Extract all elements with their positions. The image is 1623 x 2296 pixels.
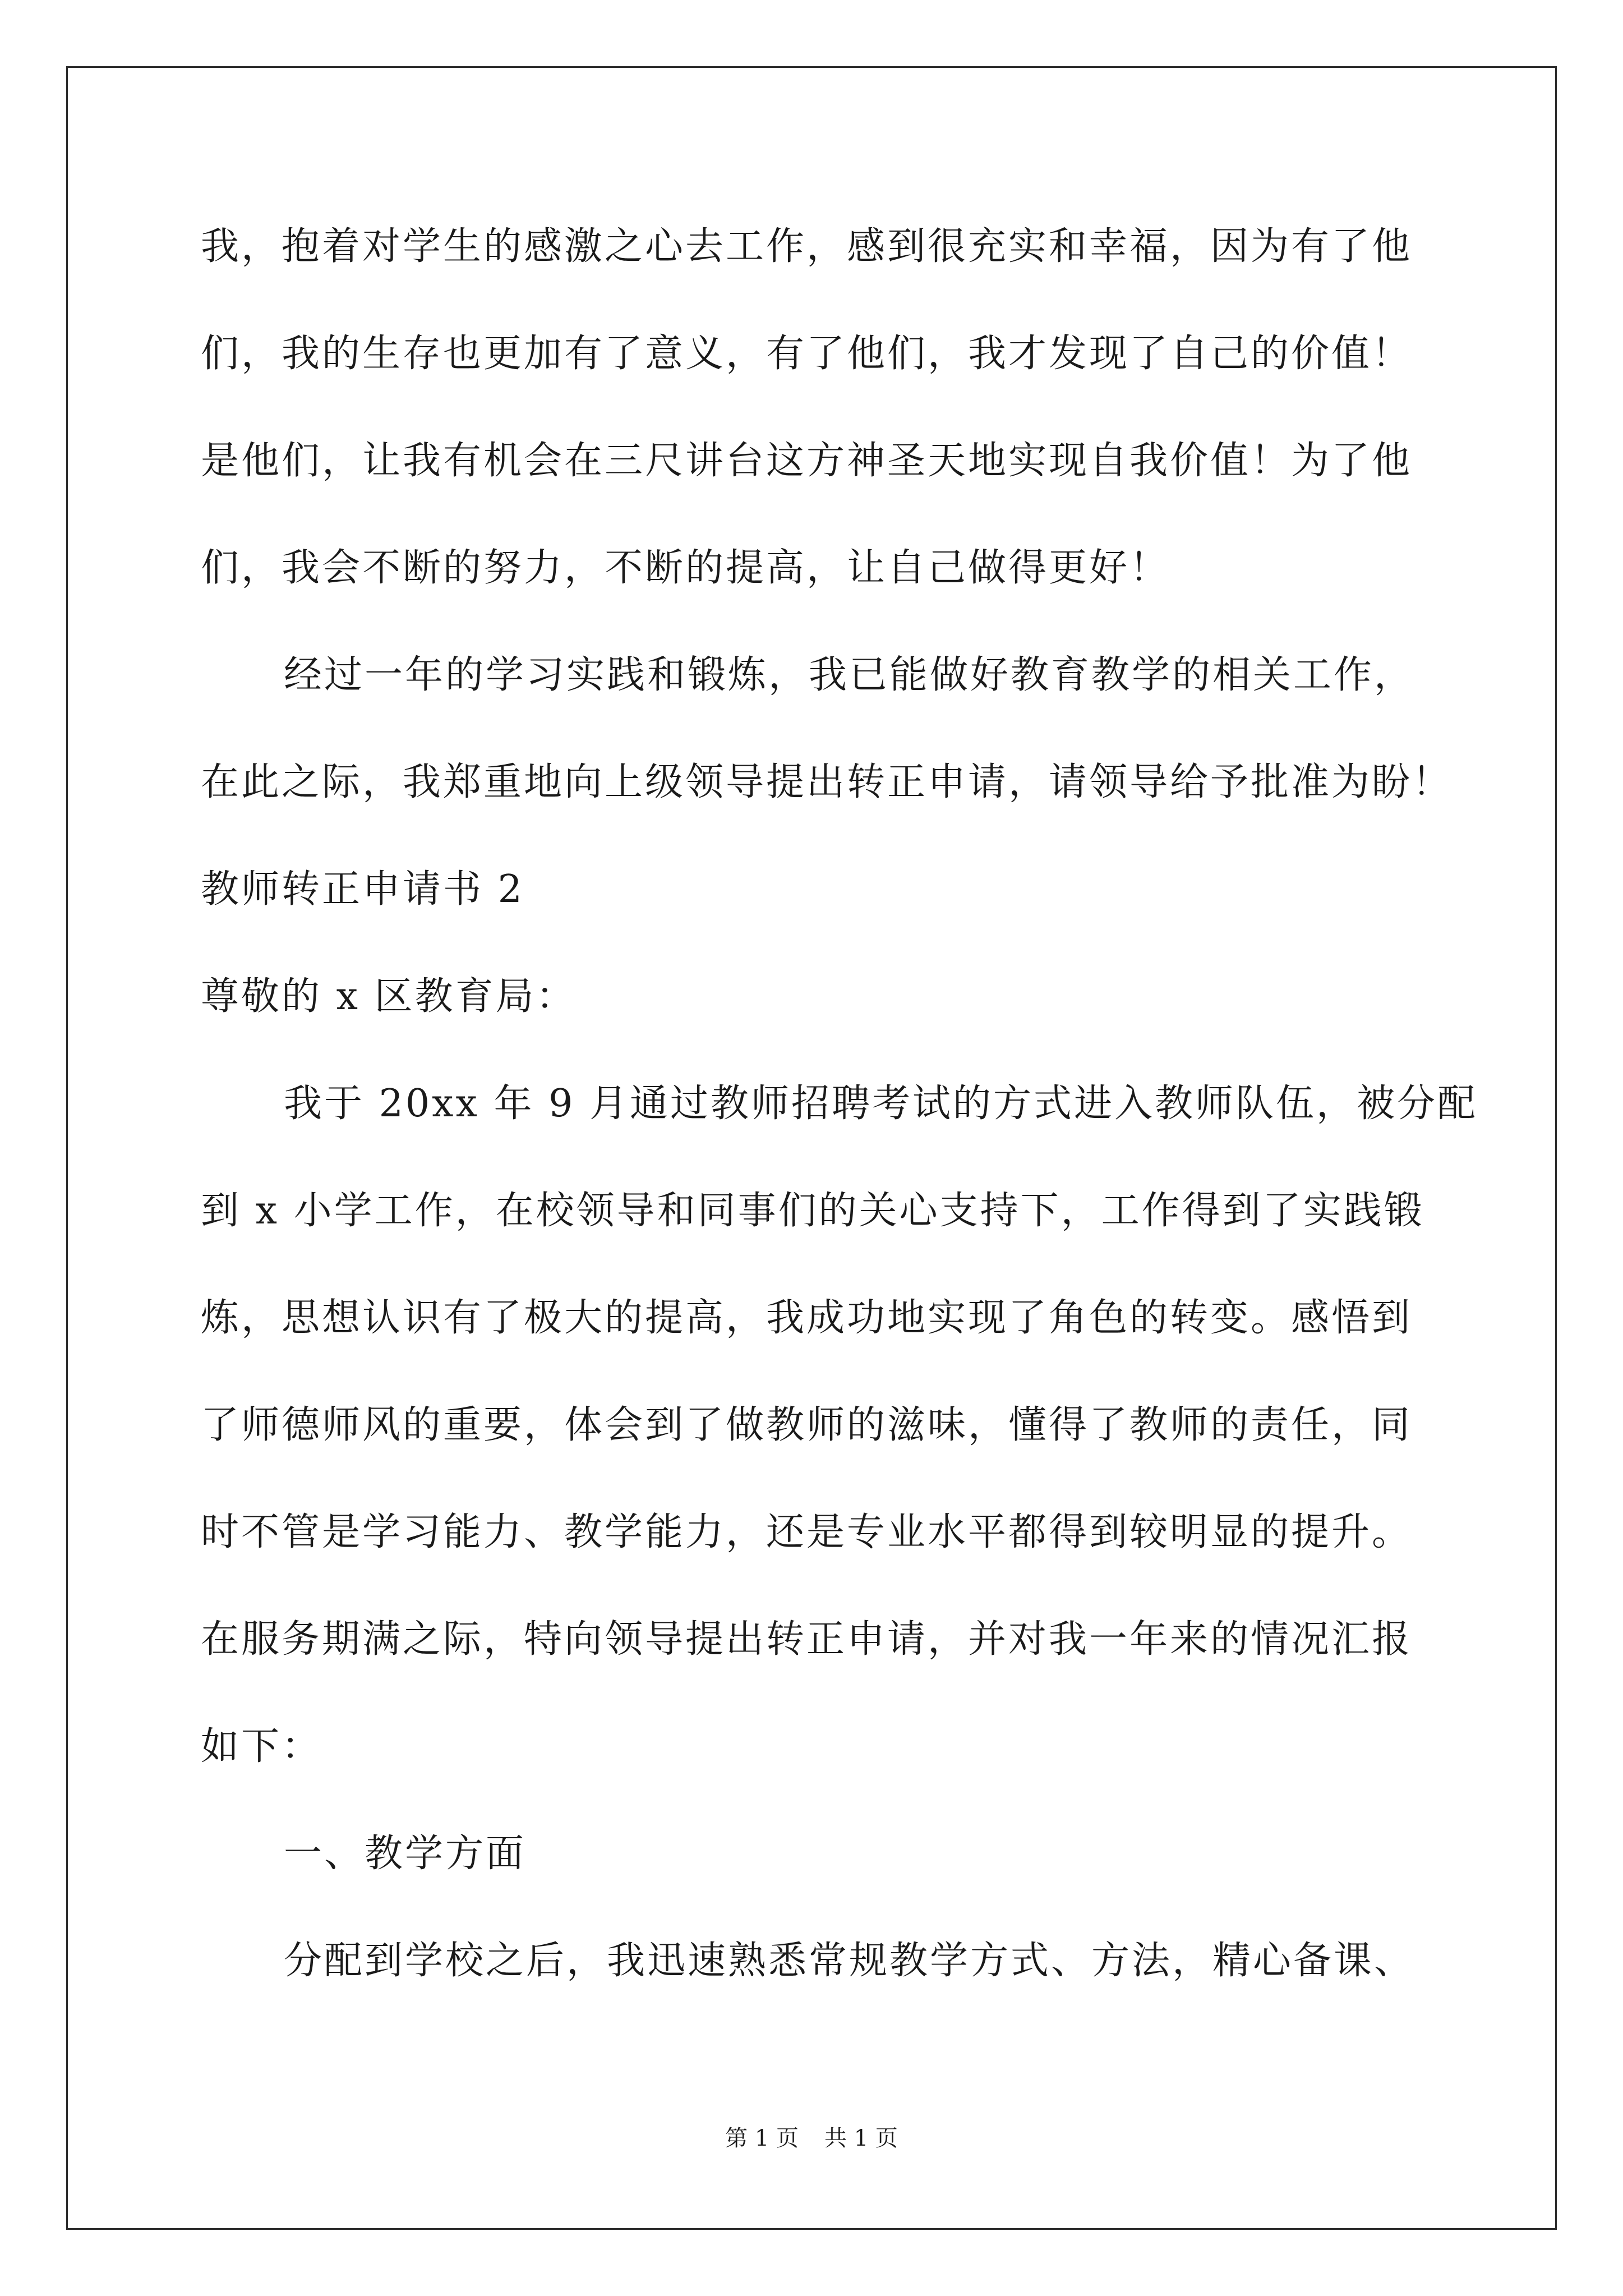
text-line: 我于 20xx 年 9 月通过教师招聘考试的方式进入教师队伍，被分配 <box>284 1082 1478 1126</box>
text-line: 分配到学校之后，我迅速熟悉常规教学方式、方法，精心备课、 <box>284 1939 1415 1983</box>
page-border <box>66 66 1557 2230</box>
text-line: 们，我的生存也更加有了意义，有了他们，我才发现了自己的价值！ <box>201 332 1413 376</box>
text-line: 在此之际，我郑重地向上级领导提出转正申请，请领导给予批准为盼！ <box>201 760 1453 804</box>
text-line: 炼，思想认识有了极大的提高，我成功地实现了角色的转变。感悟到 <box>201 1296 1413 1340</box>
page-footer <box>0 2122 1623 2155</box>
subsection-heading: 一、教学方面 <box>284 1832 527 1876</box>
text-line: 到 x 小学工作，在校领导和同事们的关心支持下，工作得到了实践锻 <box>201 1189 1424 1233</box>
text-line: 经过一年的学习实践和锻炼，我已能做好教育教学的相关工作， <box>284 653 1415 697</box>
text-line: 们，我会不断的努力，不断的提高，让自己做得更好！ <box>201 546 1170 590</box>
text-line: 时不管是学习能力、教学能力，还是专业水平都得到较明显的提升。 <box>201 1510 1413 1554</box>
page-number-total: 共 1 页 <box>824 2125 898 2151</box>
salutation: 尊敬的 x 区教育局： <box>201 974 577 1019</box>
text-line: 在服务期满之际，特向领导提出转正申请，并对我一年来的情况汇报 <box>201 1617 1413 1662</box>
text-line: 我，抱着对学生的感激之心去工作，感到很充实和幸福，因为有了他 <box>201 224 1413 269</box>
text-line: 是他们，让我有机会在三尺讲台这方神圣天地实现自我价值！为了他 <box>201 439 1413 483</box>
page-number-current: 第 1 页 <box>725 2125 799 2151</box>
section-heading: 教师转正申请书 2 <box>201 867 524 912</box>
text-line: 如下： <box>201 1724 322 1769</box>
text-line: 了师德师风的重要，体会到了做教师的滋味，懂得了教师的责任，同 <box>201 1403 1413 1447</box>
